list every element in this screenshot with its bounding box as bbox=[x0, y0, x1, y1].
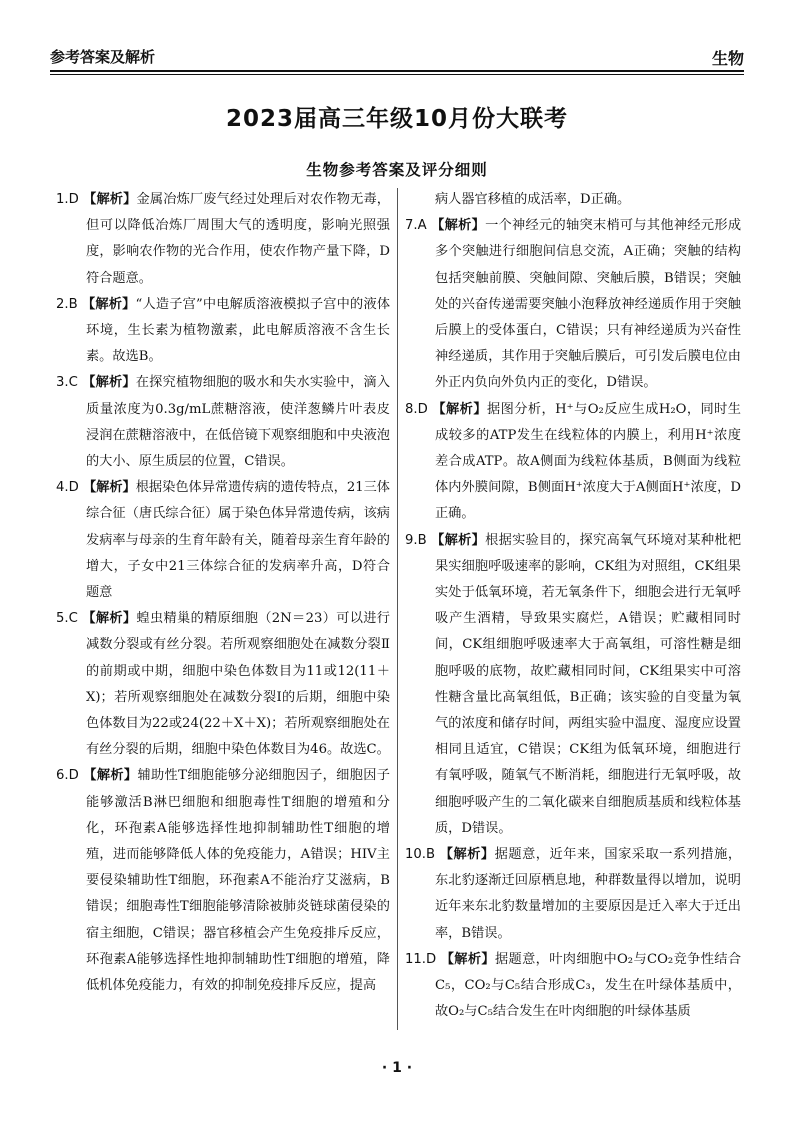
answer-continuation: 病人器官移植的成活率，D正确。 bbox=[435, 192, 631, 207]
answer-item: 4.D 【解析】根据染色体异常遗传病的遗传特点，21三体综合征（唐氏综合征）属于染色体异常遗传病，该病发病率与母亲的生育年龄有关，随着母亲生育年龄的增大，子女中21三体综合征的发病率升高，D符合题意 bbox=[56, 480, 390, 601]
answer-item: 1.D 【解析】金属冶炼厂废气经过处理后对农作物无毒，但可以降低冶炼厂周围大气的透明度，影响光照强度，影响农作物的光合作用，使农作物产量下降，D符合题意。 bbox=[56, 192, 390, 286]
header-rule-thick bbox=[50, 70, 744, 72]
header-left-label: 参考答案及解析 bbox=[50, 48, 156, 66]
answer-item: 9.B 【解析】根据实验目的，探究高氧气环境对某种枇杷果实细胞呼吸速率的影响，CK组为对照组，CK组果实处于低氧环境，若无氧条件下，细胞会进行无氧呼吸产生酒精，导致果实腐烂，A错误；贮藏相同时间，CK组细胞呼吸速率大于高氧组，可溶性糖是细胞呼吸的底物，故贮藏相同时间，CK组果实中可溶性糖含量比高氧组低，B正确；该实验的自变量为氧气的浓度和储存时间，两组实验中温度、湿度应设置相同且适宜，C错误；CK组为低氧环境，细胞进行有氧呼吸，随氧气不断消耗，细胞进行无氧呼吸，故细胞呼吸产生的二氧化碳来自细胞质基质和线粒体基质，D错误。 bbox=[405, 532, 742, 836]
header-rule-thin bbox=[50, 74, 744, 75]
answer-item: 8.D 【解析】据图分析，H⁺与O₂反应生成H₂O，同时生成较多的ATP发生在线粒体的内膜上，利用H⁺浓度差合成ATP。故A侧面为线粒体基质，B侧面为线粒体内外膜间隙，B侧面H⁺浓度大于A侧面H⁺浓度，D正确。 bbox=[405, 401, 741, 522]
answer-item: 6.D 【解析】辅助性T细胞能够分泌细胞因子，细胞因子能够激活B淋巴细胞和细胞毒性T细胞的增殖和分化，环孢素A能够选择性地抑制辅助性T细胞的增殖，进而能够降低人体的免疫能力，A错误；HIV主要侵染辅助性T细胞，环孢素A不能治疗艾滋病，B错误；细胞毒性T细胞能够清除被肺炎链球菌侵染的宿主细胞，C错误；器官移植会产生免疫排斥反应，环孢素A能够选择性地抑制辅助性T细胞的增殖，降低机体免疫能力，有效的抑制免疫排斥反应，提高 bbox=[56, 768, 390, 994]
document-title: 2023届高三年级10月份大联考 bbox=[225, 106, 569, 132]
column-divider bbox=[397, 188, 398, 1030]
page-number: · 1 · bbox=[381, 1060, 413, 1076]
answer-item: 10.B 【解析】据题意，近年来，国家采取一系列措施，东北豹逐渐迁回原栖息地，种群数量得以增加，说明近年来东北豹数量增加的主要原因是迁入率大于迁出率，B错误。 bbox=[405, 847, 742, 941]
answer-item: 3.C 【解析】在探究植物细胞的吸水和失水实验中，滴入质量浓度为0.3g/mL蔗糖溶液，使洋葱鳞片叶表皮浸润在蔗糖溶液中，在低倍镜下观察细胞和中央液泡的大小、原生质层的位置，C错误。 bbox=[56, 375, 391, 470]
answer-item: 11.D 【解析】据题意，叶肉细胞中O₂与CO₂竞争性结合C₅，CO₂与C₅结合形成C₃，发生在叶绿体基质中，故O₂与C₅结合发生在叶肉细胞的叶绿体基质 bbox=[405, 951, 742, 1020]
document-subtitle: 生物参考答案及评分细则 bbox=[306, 161, 488, 179]
answer-item: 7.A 【解析】一个神经元的轴突末梢可与其他神经元形成多个突触进行细胞间信息交流，A正确；突触的结构包括突触前膜、突触间隙、突触后膜，B错误；突触处的兴奋传递需要突触小泡释放神经递质作用于突触后膜上的受体蛋白，C错误；只有神经递质为兴奋性神经递质，其作用于突触后膜后，可引发后膜电位由外正内负向外负内正的变化，D错误。 bbox=[405, 218, 742, 391]
answer-item: 2.B 【解析】“人造子宫”中电解质溶液模拟子宫中的液体环境，生长素为植物激素，此电解质溶液不含生长素。故选B。 bbox=[56, 296, 391, 365]
header-subject: 生物 bbox=[711, 49, 744, 68]
right-column bbox=[405, 187, 741, 1026]
left-column bbox=[56, 187, 390, 999]
answer-item: 5.C 【解析】蝗虫精巢的精原细胞（2N＝23）可以进行减数分裂或有丝分裂。若所观察细胞处在减数分裂Ⅱ的前期或中期，细胞中染色体数目为11或12(11＋X)；若所观察细胞处在减数分裂Ⅰ的后期，细胞中染色体数目为22或24(22＋X＋X)；若所观察细胞处在有丝分裂的后期，细胞中染色体数目为46。故选C。 bbox=[56, 611, 390, 758]
